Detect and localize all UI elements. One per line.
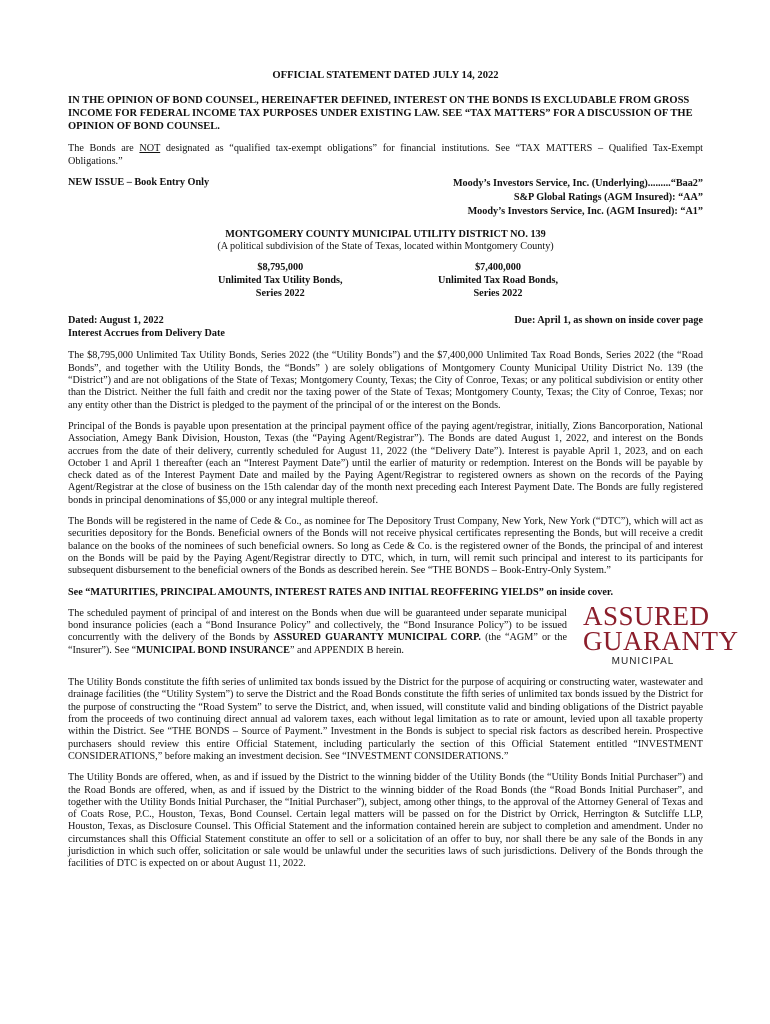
- interest-accrual: Interest Accrues from Delivery Date: [68, 328, 225, 340]
- qualified-text-post: designated as “qualified tax-exempt obligations” for financial institutions. See “TAX MATTERS – Qualified Tax-Exempt Obligations.”: [68, 143, 703, 167]
- official-statement-page: [68, 70, 739, 880]
- series-year: Series 2022: [473, 288, 523, 300]
- document-title: OFFICIAL STATEMENT DATED JULY 14, 2022: [272, 70, 499, 81]
- logo-line-3: MUNICIPAL: [611, 655, 675, 667]
- dates-row: [68, 314, 703, 340]
- issuer-name: MONTGOMERY COUNTY MUNICIPAL UTILITY DISTRICT NO. 139: [225, 228, 546, 240]
- series-year: Series 2022: [255, 288, 305, 300]
- series-name: Unlimited Tax Utility Bonds,: [218, 275, 343, 287]
- new-issue-label: NEW ISSUE – Book Entry Only: [68, 176, 210, 188]
- issuer-block: [68, 229, 703, 254]
- series-name: Unlimited Tax Road Bonds,: [437, 275, 558, 287]
- bond-series: [68, 261, 703, 300]
- insurance-section-ref: MUNICIPAL BOND INSURANCE: [136, 644, 290, 656]
- series-utility: [218, 261, 343, 300]
- series-amount: $7,400,000: [475, 262, 521, 274]
- logo-line-2: GUARANTY: [583, 625, 739, 656]
- insurer-name: ASSURED GUARANTY MUNICIPAL CORP.: [273, 632, 481, 644]
- rating-line: S&P Global Ratings (AGM Insured): “AA”: [513, 191, 703, 203]
- qualified-text-not: NOT: [139, 143, 161, 155]
- paragraph-insurance: [68, 608, 567, 657]
- due-date: Due: April 1, as shown on inside cover page: [514, 315, 703, 327]
- assured-guaranty-logo: [583, 600, 739, 668]
- qualified-obligations-note: [68, 143, 703, 168]
- see-inside-cover-note: See “MATURITIES, PRINCIPAL AMOUNTS, INTEREST RATES AND INITIAL REOFFERING YIELDS” on inside cover.: [68, 586, 614, 598]
- paragraph-book-entry: The Bonds will be registered in the name of Cede & Co., as nominee for The Depository Trust Company, New York, New York (“DTC”), which will act as securities depository for the Bonds. Beneficial owners of the Bonds will not receive physical certificates representing the Bonds, but will receive a credit balance on the books of the nominees of such beneficial owners. So long as Cede & Co. is the registered owner of the Bonds, the principal of and interest on the Bonds will be paid by the Paying Agent/Registrar directly to DTC, which, in turn, will remit such principal and interest to its participants for subsequent disbursement to the beneficial owners of the Bonds as described herein. See “THE BONDS – Book-Entry-Only System.”: [68, 516, 703, 577]
- rating-line: Moody’s Investors Service, Inc. (AGM Insured): “A1”: [467, 205, 703, 217]
- series-amount: $8,795,000: [257, 262, 304, 274]
- paragraph-purpose: The Utility Bonds constitute the fifth series of unlimited tax bonds issued by the District for the purpose of acquiring or constructing water, wastewater and drainage facilities (the “Utility System”) to serve the District and the Road Bonds constitute the fifth series of unlimited tax bonds issued by the District for the purpose of constructing the “Road System” to serve the District, and, when issued, will constitute valid and binding obligations of the District payable from the proceeds of two continuing direct annual ad valorem taxes, each without legal limitation as to rate or amount, levied upon all taxable property within the District. See “THE BONDS – Source of Payment.” Investment in the Bonds is subject to special risk factors as described herein. Prospective purchasers should review this entire Official Statement, including particularly the section of this Official Statement entitled “INVESTMENT CONSIDERATIONS,” before making an investment decision. See “INVESTMENT CONSIDERATIONS.”: [68, 677, 703, 762]
- insurance-text: (the “AGM” or the “Insurer”). See “: [68, 632, 567, 656]
- dated-block: [68, 314, 225, 340]
- qualified-text-pre: The Bonds are: [68, 143, 140, 155]
- bond-counsel-opinion: IN THE OPINION OF BOND COUNSEL, HEREINAFTER DEFINED, INTEREST ON THE BONDS IS EXCLUDABLE FROM GROSS INCOME FOR FEDERAL INCOME TAX PURPOSES UNDER EXISTING LAW. SEE “TAX MATTERS” FOR A DISCUSSION OF THE OPINION OF BOND COUNSEL.: [68, 95, 693, 133]
- logo-line-1: ASSURED: [583, 600, 710, 631]
- ratings-block: [453, 177, 703, 219]
- insurance-text: The scheduled payment of principal of and interest on the Bonds when due will be guaranteed under separate municipal bond insurance policies (each a “Bond Insurance Policy” and collectively, the “Bond Insurance Policy”) to be issued concurrently with the delivery of the Bonds by: [68, 607, 567, 644]
- insurance-text: ” and APPENDIX B herein.: [289, 644, 404, 656]
- issue-and-ratings: [68, 177, 703, 219]
- dated-date: Dated: August 1, 2022: [68, 315, 164, 327]
- series-road: [438, 261, 558, 300]
- insurance-section: [68, 600, 739, 668]
- rating-line: Moody’s Investors Service, Inc. (Underlying).........“Baa2”: [452, 177, 703, 189]
- paragraph-payment: Principal of the Bonds is payable upon presentation at the principal payment office of the paying agent/registrar, initially, Zions Bancorporation, National Association, Amegy Bank Division, Houston, Texas (the “Paying Agent/Registrar”). The Bonds are dated August 1, 2022, and interest on the Bonds accrues from the date of their delivery, currently scheduled for August 11, 2022 (the “Delivery Date”). Interest is payable April 1, 2023, and on each October 1 and April 1 thereafter (each an “Interest Payment Date”) until the earlier of maturity or redemption. Interest on the Bonds will be payable by check dated as of the Interest Payment Date and mailed by the Paying Agent/Registrar to registered owners as shown on the records of the Paying Agent/Registrar at the close of business on the 15th calendar day of the month next preceding each Interest Payment Date. The Bonds are fully registered bonds in principal denominations of $5,000 or any integral multiple thereof.: [68, 420, 703, 506]
- paragraph-obligations: The $8,795,000 Unlimited Tax Utility Bonds, Series 2022 (the “Utility Bonds”) and the $7,400,000 Unlimited Tax Road Bonds, Series 2022 (the “Road Bonds”, and together with the Utility Bonds, the “Bonds” ) are solely obligations of Montgomery County Municipal Utility District No. 139 (the “District”) and are not obligations of the State of Texas; Montgomery County, Texas; the City of Conroe, Texas; or any political subdivision or entity other than the District. Neither the full faith and credit nor the taxing power of the State of Texas; Montgomery County, Texas; the City of Conroe, Texas; nor any entity other than the District is pledged to the payment of the principal of or the interest on the Bonds.: [68, 350, 703, 411]
- paragraph-offering: The Utility Bonds are offered, when, as and if issued by the District to the winning bidder of the Utility Bonds (the “Utility Bonds Initial Purchaser”) and the Road Bonds are offered, when, as and if issued by the District to the winning bidder of the Road Bonds (the “Road Bonds Initial Purchaser”, and together with the Utility Bonds Initial Purchaser, the “Initial Purchaser”), subject, among other things, to the approval of the Attorney General of Texas and of Coats Rose, P.C., Houston, Texas, Bond Counsel. Certain legal matters will be passed on for the District by Orrick, Herrington & Sutcliffe LLP, Houston, Texas, as Disclosure Counsel. This Official Statement and the information contained herein are subject to completion and amendment. Under no circumstances shall this Official Statement constitute an offer to sell or a solicitation of an offer to buy, nor shall there be any sale of the Bonds in any jurisdiction in which such offer, solicitation or sale would be unlawful under the securities laws of such jurisdictions. Delivery of the Bonds through the facilities of DTC is expected on or about August 11, 2022.: [68, 772, 703, 870]
- issuer-description: (A political subdivision of the State of Texas, located within Montgomery County): [217, 241, 554, 253]
